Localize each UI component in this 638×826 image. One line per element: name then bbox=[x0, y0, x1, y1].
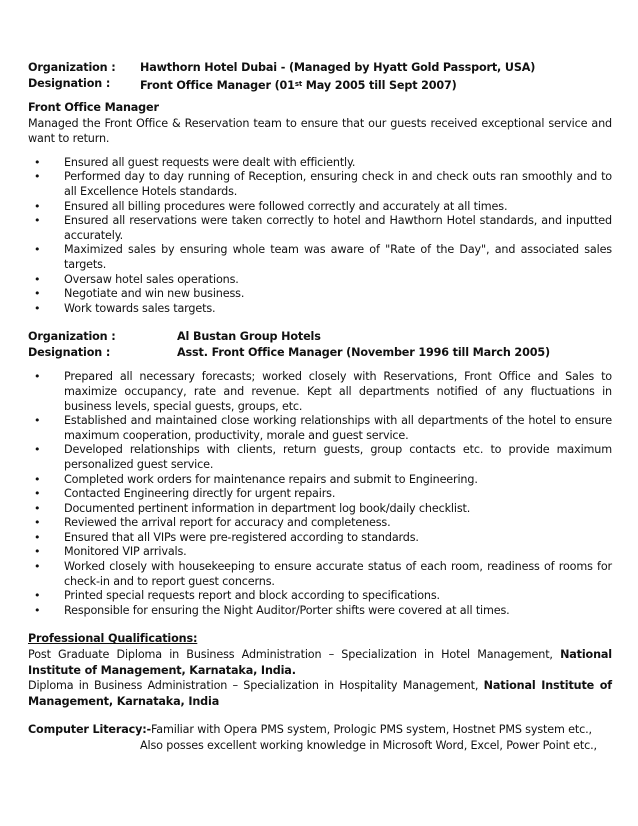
duty-list-item bbox=[28, 560, 612, 589]
job2-duty-list bbox=[28, 370, 612, 618]
duty-text: Ensured all guest requests were dealt with efficiently. bbox=[64, 155, 356, 169]
duty-list-item bbox=[28, 170, 612, 199]
duty-list-item bbox=[28, 589, 612, 604]
duty-text: Ensured all billing procedures were followed correctly and accurately at all times. bbox=[64, 199, 508, 213]
bullet-icon: • bbox=[34, 472, 41, 486]
duty-text: Maximized sales by ensuring whole team was aware of "Rate of the Day", and associated sales targets. bbox=[64, 243, 612, 271]
duty-text: Ensured all reservations were taken correctly to hotel and Hawthorn Hotel standards, and inputted accurately. bbox=[64, 214, 612, 242]
duty-text: Performed day to day running of Reception, ensuring check in and check outs ran smoothly and to all Excellence Hotels standards. bbox=[64, 170, 612, 198]
duty-list-item bbox=[28, 516, 612, 531]
bullet-icon: • bbox=[34, 287, 41, 301]
bullet-icon: • bbox=[34, 414, 41, 428]
qualifications-heading: Professional Qualifications: bbox=[28, 632, 198, 646]
computer-literacy-row bbox=[28, 722, 612, 738]
duty-list-item bbox=[28, 473, 612, 488]
duty-text: Established and maintained close working relationships with all departments of the hotel to ensure maximum cooperation, productivity, morale and guest service. bbox=[64, 414, 612, 442]
job2-organization-row bbox=[28, 329, 612, 345]
qualification-item: Post Graduate Diploma in Business Administration – Specialization in Hotel Management, National Institute of Management, Karnataka, India. bbox=[28, 648, 612, 677]
bullet-icon: • bbox=[34, 272, 41, 286]
designation-value: Asst. Front Office Manager (November 1996 till March 2005) bbox=[177, 346, 550, 360]
bullet-icon: • bbox=[34, 155, 41, 169]
duty-text: Documented pertinent information in department log book/daily checklist. bbox=[64, 501, 471, 515]
resume-page bbox=[28, 60, 612, 754]
duty-list-item bbox=[28, 531, 612, 546]
job1-duty-list bbox=[28, 156, 612, 317]
duty-list-item bbox=[28, 443, 612, 472]
duty-list-item bbox=[28, 287, 612, 302]
role-title: Front Office Manager bbox=[28, 101, 159, 114]
bullet-icon: • bbox=[34, 443, 41, 457]
computer-literacy-line: Also posses excellent working knowledge in Microsoft Word, Excel, Power Point etc., bbox=[140, 739, 597, 753]
duty-list-item bbox=[28, 243, 612, 272]
duty-list-item bbox=[28, 487, 612, 502]
duty-text: Responsible for ensuring the Night Auditor/Porter shifts were covered at all times. bbox=[64, 603, 510, 617]
duty-text: Reviewed the arrival report for accuracy and completeness. bbox=[64, 516, 391, 530]
bullet-icon: • bbox=[34, 170, 41, 184]
organization-value: Hawthorn Hotel Dubai - (Managed by Hyatt Gold Passport, USA) bbox=[140, 61, 536, 74]
bullet-icon: • bbox=[34, 501, 41, 515]
job1-organization-row bbox=[28, 60, 612, 76]
duty-list-item bbox=[28, 604, 612, 619]
duty-list-item bbox=[28, 370, 612, 414]
designation-label: Designation : bbox=[28, 346, 111, 360]
duty-list-item bbox=[28, 545, 612, 560]
job2-designation-row bbox=[28, 345, 612, 361]
bullet-icon: • bbox=[34, 545, 41, 559]
organization-value: Al Bustan Group Hotels bbox=[177, 330, 321, 344]
bullet-icon: • bbox=[34, 370, 41, 384]
organization-label: Organization : bbox=[28, 330, 116, 344]
duty-text: Oversaw hotel sales operations. bbox=[64, 272, 239, 286]
duty-text: Prepared all necessary forecasts; worked closely with Reservations, Front Office and Sales to maximize occupancy, rate and revenue. Kept all departments notified of any fluctuations in business levels, special guests, groups, etc. bbox=[64, 370, 612, 413]
computer-literacy-line: Familiar with Opera PMS system, Prologic PMS system, Hostnet PMS system etc., bbox=[151, 723, 592, 737]
duty-list-item bbox=[28, 214, 612, 243]
bullet-icon: • bbox=[34, 214, 41, 228]
bullet-icon: • bbox=[34, 487, 41, 501]
designation-value: Front Office Manager (01st May 2005 till Sept 2007) bbox=[140, 79, 457, 92]
duty-text: Negotiate and win new business. bbox=[64, 287, 245, 301]
duty-text: Contacted Engineering directly for urgent repairs. bbox=[64, 487, 336, 501]
duty-list-item bbox=[28, 302, 612, 317]
duty-text: Work towards sales targets. bbox=[64, 301, 216, 315]
duty-text: Completed work orders for maintenance repairs and submit to Engineering. bbox=[64, 472, 478, 486]
bullet-icon: • bbox=[34, 530, 41, 544]
duty-list-item bbox=[28, 200, 612, 215]
bullet-icon: • bbox=[34, 603, 41, 617]
bullet-icon: • bbox=[34, 589, 41, 603]
designation-label: Designation : bbox=[28, 77, 111, 90]
duty-list-item bbox=[28, 273, 612, 288]
duty-text: Monitored VIP arrivals. bbox=[64, 545, 187, 559]
bullet-icon: • bbox=[34, 301, 41, 315]
bullet-icon: • bbox=[34, 560, 41, 574]
duty-text: Ensured that all VIPs were pre-registered according to standards. bbox=[64, 530, 419, 544]
bullet-icon: • bbox=[34, 516, 41, 530]
duty-list-item bbox=[28, 156, 612, 171]
organization-label: Organization : bbox=[28, 61, 116, 74]
role-summary: Managed the Front Office & Reservation team to ensure that our guests received exceptional service and want to return. bbox=[28, 117, 612, 146]
job1-designation-row bbox=[28, 76, 612, 94]
duty-text: Worked closely with housekeeping to ensure accurate status of each room, readiness of rooms for check-in and to report guest concerns. bbox=[64, 560, 612, 588]
duty-text: Developed relationships with clients, return guests, group contacts etc. to provide maximum personalized guest service. bbox=[64, 443, 612, 471]
bullet-icon: • bbox=[34, 199, 41, 213]
duty-list-item bbox=[28, 414, 612, 443]
computer-literacy-label: Computer Literacy:- bbox=[28, 723, 152, 737]
duty-list-item bbox=[28, 502, 612, 517]
qualification-item: Diploma in Business Administration – Specialization in Hospitality Management, National Institute of Management, Karnataka, India bbox=[28, 679, 612, 708]
bullet-icon: • bbox=[34, 243, 41, 257]
duty-text: Printed special requests report and block according to specifications. bbox=[64, 589, 440, 603]
